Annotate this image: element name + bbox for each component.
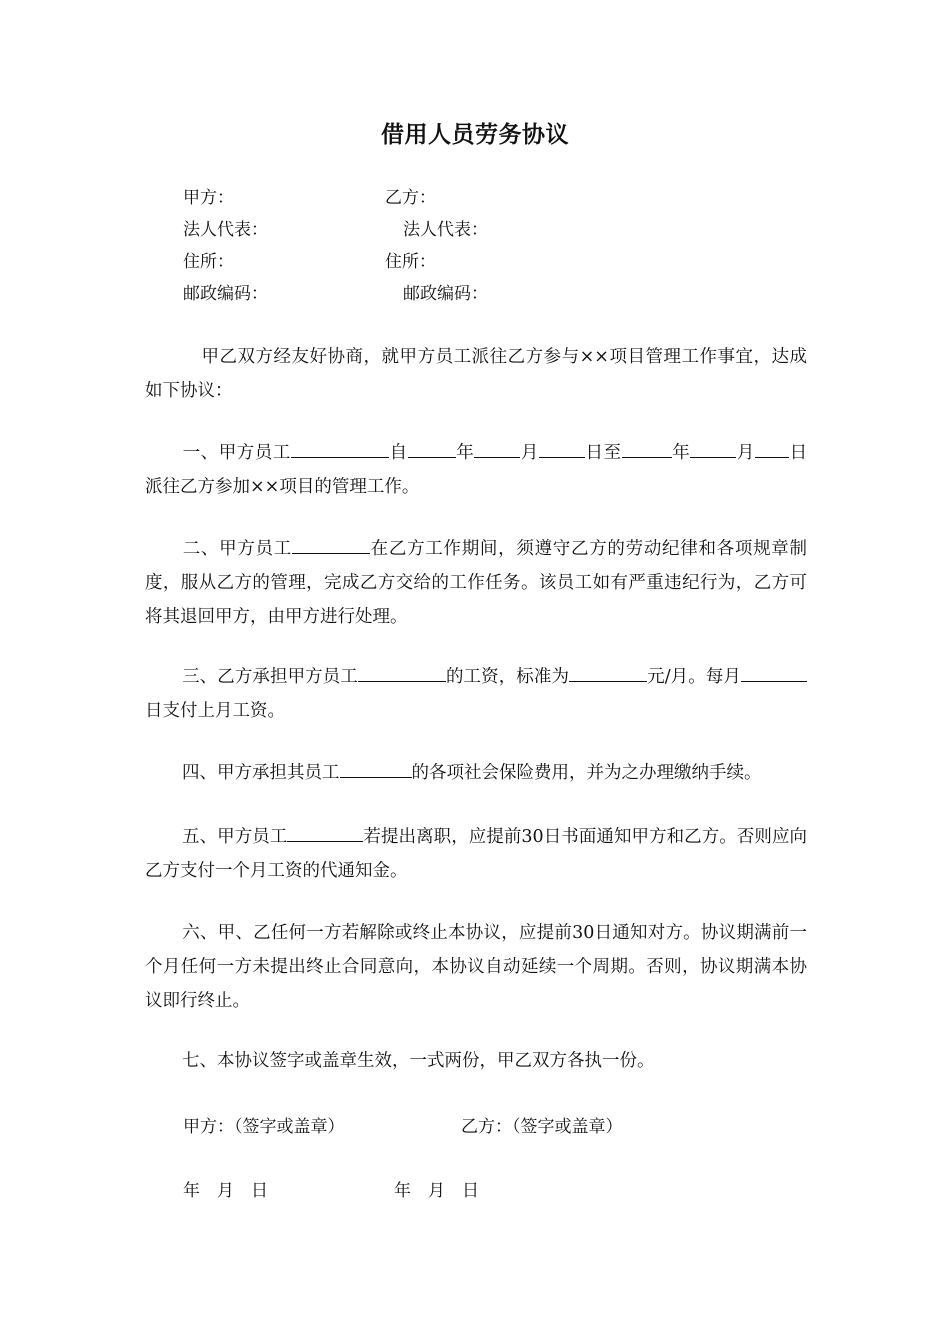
postcode-b-label: 邮政编码： bbox=[403, 284, 488, 304]
address-b-label: 住所： bbox=[385, 252, 436, 272]
date-row bbox=[183, 1176, 803, 1206]
clause-text: 四、甲方承担其员工 bbox=[182, 763, 340, 783]
employee-name-blank bbox=[358, 663, 446, 682]
party-row bbox=[183, 186, 783, 218]
start-year-blank bbox=[408, 439, 456, 458]
clause-text: 若提出离职，应提前30日书面通知甲方和乙方。否则应向乙方支付一个月工资的代通知金。 bbox=[145, 827, 807, 881]
pay-day-blank bbox=[741, 663, 807, 682]
clause-text: 元/月。每月 bbox=[647, 667, 742, 687]
clause-text: 二、甲方员工 bbox=[182, 539, 292, 559]
clause-text: 在乙方工作期间，须遵守乙方的劳动纪律和各项规章制度，服从乙方的管理，完成乙方交给的工作任务。该员工如有严重违纪行为，乙方可将其退回甲方，由甲方进行处理。 bbox=[145, 539, 807, 627]
clause-4 bbox=[145, 756, 807, 790]
clause-5 bbox=[145, 820, 807, 888]
parties-block bbox=[183, 186, 783, 314]
clause-3 bbox=[145, 660, 807, 728]
clause-text: 三、乙方承担甲方员工 bbox=[182, 667, 358, 687]
clause-text: 的各项社会保险费用，并为之办理缴纳手续。 bbox=[411, 763, 762, 783]
employee-name-blank bbox=[292, 535, 370, 554]
clause-text: 年 bbox=[671, 443, 691, 463]
clause-1 bbox=[145, 436, 807, 504]
legal-rep-a-label: 法人代表： bbox=[183, 220, 268, 240]
clause-text: 日至 bbox=[584, 443, 622, 463]
party-a-date-label: 年 月 日 bbox=[183, 1181, 268, 1201]
legal-rep-row bbox=[183, 218, 783, 250]
employee-name-blank bbox=[291, 439, 389, 458]
party-a-signature-label: 甲方：（签字或盖章） bbox=[183, 1117, 345, 1137]
employee-name-blank bbox=[287, 823, 363, 842]
start-month-blank bbox=[474, 439, 520, 458]
end-day-blank bbox=[755, 439, 789, 458]
legal-rep-b-label: 法人代表： bbox=[403, 220, 488, 240]
preamble-text: 甲乙双方经友好协商，就甲方员工派往乙方参与××项目管理工作事宜，达成如下协议： bbox=[145, 347, 807, 401]
clause-6 bbox=[145, 916, 807, 1018]
clause-2 bbox=[145, 532, 807, 634]
clause-text: 五、甲方员工 bbox=[182, 827, 288, 847]
end-month-blank bbox=[690, 439, 736, 458]
clause-text: 六、甲、乙任何一方若解除或终止本协议，应提前30日通知对方。协议期满前一个月任何一方未提出终止合同意向，本协议自动延续一个周期。否则，协议期满本协议即行终止。 bbox=[145, 923, 807, 1011]
clause-text: 日支付上月工资。 bbox=[145, 701, 285, 721]
party-b-signature-label: 乙方：（签字或盖章） bbox=[461, 1117, 623, 1137]
address-row bbox=[183, 250, 783, 282]
preamble-paragraph bbox=[145, 340, 807, 408]
party-a-label: 甲方： bbox=[183, 188, 234, 208]
salary-amount-blank bbox=[569, 663, 647, 682]
clause-7 bbox=[145, 1044, 807, 1078]
party-b-label: 乙方： bbox=[385, 188, 436, 208]
clause-text: 七、本协议签字或盖章生效，一式两份，甲乙双方各执一份。 bbox=[182, 1051, 655, 1071]
start-day-blank bbox=[539, 439, 585, 458]
address-a-label: 住所： bbox=[183, 252, 234, 272]
clause-text: 一、甲方员工 bbox=[182, 443, 291, 463]
postcode-a-label: 邮政编码： bbox=[183, 284, 268, 304]
clause-text: 的工资，标准为 bbox=[445, 667, 570, 687]
employee-name-blank bbox=[340, 759, 412, 778]
signature-row bbox=[183, 1112, 803, 1142]
postcode-row bbox=[183, 282, 783, 314]
clause-text: 年 bbox=[455, 443, 475, 463]
clause-text: 日派往乙方参加××项目的管理工作。 bbox=[145, 443, 808, 497]
clause-text: 月 bbox=[736, 443, 755, 463]
document-title: 借用人员劳务协议 bbox=[381, 122, 569, 148]
clause-text: 月 bbox=[520, 443, 539, 463]
party-b-date-label: 年 月 日 bbox=[394, 1181, 479, 1201]
end-year-blank bbox=[622, 439, 672, 458]
clause-text: 自 bbox=[389, 443, 408, 463]
